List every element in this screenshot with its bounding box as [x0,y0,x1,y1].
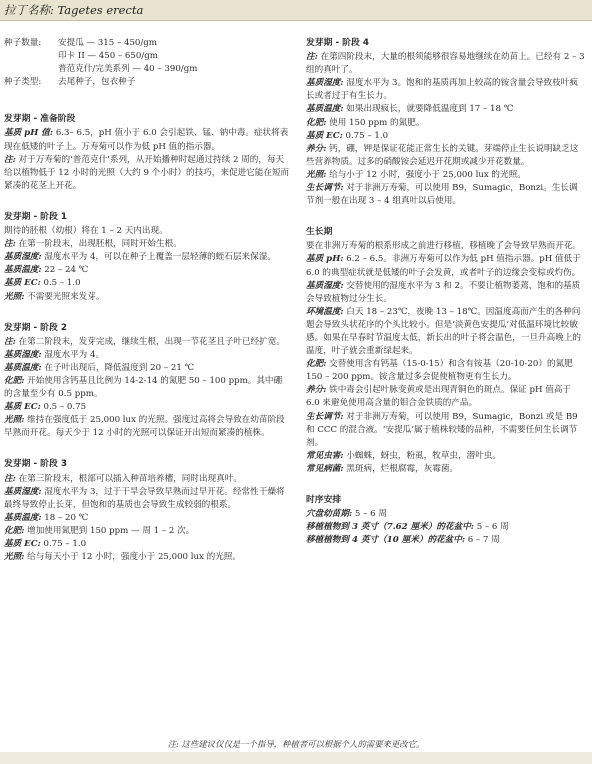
section-paragraph [306,306,586,358]
section-paragraph [306,534,586,547]
field-label: 基质 EC: [306,130,343,141]
field-label: 养分: [306,143,327,154]
field-text: 0.5 – 1.0 [43,278,81,289]
field-label: 移植植物到 3 英寸（7.62 厘米）的花盆中: [306,522,474,533]
section-paragraph [306,358,586,384]
field-text: 湿度水平为 4，可以在种子上覆盖一层轻薄的蛭石层来保湿。 [44,252,276,263]
section-paragraph [4,512,290,525]
field-text: 不需要光照来发芽。 [27,291,105,302]
field-label: 基质 pH 值: [4,128,54,139]
field-text: 5 – 6 周 [476,522,509,533]
field-label: 基质 EC: [4,539,41,549]
section-title: 时序安排 [306,495,342,505]
field-label: 基质湿度: [306,78,344,89]
section-paragraph [4,473,290,486]
footer-note: 注: 这些建议仅仅是一个指导，种植者可以根据个人的需要来更改它。 [167,739,425,749]
field-text: 18 – 20 ℃ [44,512,89,523]
field-text: 在第二阶段末，发芽完成，继续生根，出现一节花茎且子叶已经扩宽。 [18,336,285,347]
field-label: 光照: [4,291,25,302]
field-label: 化肥: [4,375,25,386]
field-text: 在第四阶段末，大量的根须能够很容易地继续在幼苗上。已经有 2 – 3 组的真叶了。 [306,52,585,76]
section-paragraph [4,414,290,440]
seed-count-label: 种子数量: [4,38,42,48]
field-text: 小蜘蛛，蚜虫，粉虱，牧草虫，潜叶虫。 [346,450,501,461]
section-paragraph [306,463,586,476]
section-paragraph [306,51,586,77]
section-paragraph [306,130,586,143]
field-text: 铁中毒会引起叶脉变黄或是出现青铜色的斑点。保证 pH 值高于 6.0 来避免使用高含量的钼合金铁质的产品。 [306,385,572,409]
section-paragraph [306,521,586,534]
section-title: 发芽期 - 阶段 4 [306,38,369,48]
section-paragraph [4,251,290,264]
section-paragraph [306,117,586,130]
section-paragraph [4,349,290,362]
section-title: 发芽期 - 准备阶段 [4,114,76,125]
section-paragraph [4,551,290,564]
section-title: 发芽期 - 阶段 2 [4,322,67,333]
section-paragraph [306,169,586,182]
field-text: 钙，硼，钾是保证花能正常生长的关键。芽端停止生长说明缺乏这些营养物质。过多的硝酸铵会延迟开花期或减少开花数量。 [306,143,579,167]
field-text: 在第一阶段末，出现胚根，同时开始生根。 [18,239,182,250]
field-text: 白天 18 – 23℃，夜晚 13 – 18℃。因温度高而产生的各种问题会导致头状花序的个头比较小。但是‘淡黄色安提瓜’对低温环境比较敏感。如果在早春时节温度太低，新长出的叶子将会温色，一旦升高晚上的温度，叶子就会重新绿起来。 [306,306,582,357]
field-label: 基质 EC: [4,278,41,289]
field-text: 湿度水平为 4。 [44,349,105,360]
section [306,226,586,476]
field-text: 湿度水平为 3。饱和的基质再加上较高的铵含量会导致枝叶疯长或者过于有生长力。 [306,78,578,102]
field-text: 对于万寿菊的‘普范克什’系列，从开始播种时起通过持续 2 周的，每天给以植物低于 12 小时的光照（大约 9 个小时）的技巧，来促进它能在短而紧凑的花茎上开花。 [4,154,290,191]
section-paragraph [4,291,290,304]
field-label: 生长调节: [306,411,344,422]
field-text: 对于非洲万寿菊，可以使用 B9，Sumagic，Bonzi 或是 B9 和 CCC 的混合液。‘安提瓜’属于植株较矮的品种，不需要任何生长调节剂。 [306,411,578,448]
latin-name-header [0,0,592,21]
left-sections [4,113,290,564]
section-paragraph [4,277,290,290]
field-text: 5 – 6 周 [354,509,387,520]
field-text: 增加使用氮肥到 150 ppm — 周 1 – 2 次。 [27,525,195,536]
field-label: 基质温度: [306,104,344,115]
field-label: 基质温度: [4,512,42,523]
seed-count-value: 普范克什/完美系列 — 40 – 390/gm [58,64,198,75]
field-label: 基质湿度: [306,280,344,291]
field-text: 交替使用的湿度水平为 3 和 2。不要让植物萎蔫，饱和的基质会导致植物过分生长。 [306,280,581,304]
section-title: 生长期 [306,227,333,238]
field-label: 常见虫害: [306,450,344,461]
seed-count-value: 安提瓜 — 315 – 450/gm [58,38,157,48]
field-label: 化肥: [4,525,25,536]
seed-info [4,37,290,89]
section [4,211,290,304]
field-label: 基质 pH: [306,254,344,265]
section-paragraph [306,411,586,450]
right-sections [306,37,586,547]
section-paragraph [4,362,290,375]
field-text: 对于非洲万寿菊，可以使用 B9，Sumagic，Bonzi。生长调节剂一般在出现 3 – 4 组真叶以后使用。 [306,183,578,207]
field-label: 光照: [4,415,25,426]
section-paragraph [306,508,586,521]
field-text: 0.5 – 0.75 [43,402,87,413]
left-column [4,37,290,564]
section-paragraph [4,225,290,238]
field-label: 基质温度: [4,362,42,373]
section-paragraph [306,103,586,116]
field-label: 常见病菌: [306,463,344,474]
field-text: 6.2 – 6.5。非洲万寿菊可以作为低 pH 值指示器。pH 值低于 6.0 的典型症状就是低矮的叶子会发黄，或者叶子的边缘会变棕或灼伤。 [306,254,581,278]
field-text: 给与每天小于 12 小时，强度小于 25,000 lux 的光照。 [27,552,241,563]
latin-name-title: 拉丁名称: Tagetes erecta [4,3,144,17]
field-label: 基质湿度: [4,486,42,497]
field-label: 化肥: [306,117,327,128]
section-paragraph [4,375,290,401]
field-text: 给与小于 12 小时，强度小于 25,000 lux 的光照。 [329,169,526,180]
section-paragraph [306,253,586,279]
field-label: 穴盘幼苗期: [306,509,353,520]
field-label: 生长调节: [306,183,344,194]
section-paragraph [4,127,290,153]
field-label: 养分: [306,385,327,396]
field-label: 基质温度: [4,265,42,276]
section-paragraph [306,450,586,463]
field-label: 注: [4,239,16,250]
field-text: 维持在强度低于 25,000 lux 的光照。强度过高将会导致在幼苗阶段早熟而开花。每天少于 12 小时的光照可以保证开出短而紧凑的植株。 [4,415,285,439]
field-text: 黑斑病，烂根腐霉，灰霉菌。 [346,463,459,474]
field-label: 注: [4,154,16,165]
section-paragraph [306,280,586,306]
field-label: 化肥: [306,359,327,370]
field-label: 注: [306,52,318,63]
right-column [306,37,586,547]
section [4,322,290,441]
field-label: 环境温度: [306,306,344,317]
section [4,458,290,564]
field-label: 注: [4,336,16,347]
field-text: 6 – 7 周 [467,535,500,546]
bottom-bar [0,752,592,764]
field-label: 基质 EC: [4,402,41,413]
field-text: 在第三阶段末，根部可以插入种苗培养槽，同时出现真叶。 [18,473,242,484]
section-paragraph [4,401,290,414]
section-paragraph [306,384,586,410]
field-text: 如果出现疯长，就要降低温度到 17 – 18 ℃ [346,104,514,115]
section-title: 发芽期 - 阶段 1 [4,211,67,222]
seed-type-label: 种子类型: [4,77,42,88]
seed-count-value: 印卡 II — 450 – 650/gm [58,51,158,62]
field-text: 在子叶出现后，降低温度到 20 – 21 ℃ [44,362,195,373]
section-title: 发芽期 - 阶段 3 [4,459,67,470]
field-text: 0.75 – 1.0 [43,539,87,549]
field-text: 使用 150 ppm 的氮肥。 [329,117,425,128]
field-text: 交替使用含有钙基（15-0-15）和含有铵基（20-10-20）的氮肥 150 – 200 ppm。铵含量过多会促使植物更有生长力。 [306,359,573,383]
section-paragraph [306,143,586,169]
section-paragraph [4,154,290,193]
field-label: 光照: [4,552,25,563]
section-paragraph [306,182,586,208]
field-text: 开始使用含钙基且比例为 14-2-14 的氮肥 50 – 100 ppm。其中硼的含量至少有 0.5 ppm。 [4,375,283,400]
seed-type-value: 去尾种子，包衣种子 [58,77,136,88]
field-label: 基质湿度: [4,252,42,263]
section-paragraph [4,538,290,551]
field-label: 移植植物到 4 英寸（10 厘米）的花盆中: [306,535,465,546]
field-label: 基质湿度: [4,349,42,360]
field-text: 湿度水平为 3，过于干旱会导致早熟而过早开花。经常性干燥将最终导致停止长芽，但饱和的基质也会导致生成较弱的根系。 [4,486,285,510]
section [4,113,290,193]
field-text: 要在非洲万寿菊的根系形成之前进行移植，移植晚了会导致早熟而开花。 [306,241,582,252]
section-paragraph [4,238,290,251]
section-paragraph [4,264,290,277]
section-paragraph [4,336,290,349]
field-label: 光照: [306,169,327,180]
field-text: 期待的胚根（幼根）将在 1 – 2 天内出现。 [4,226,168,237]
section-paragraph [4,525,290,538]
field-text: 0.75 – 1.0 [345,130,389,141]
section-paragraph [306,77,586,103]
section [306,494,586,547]
field-text: 22 – 24 ℃ [44,265,89,276]
section [306,37,586,208]
section-paragraph [306,240,586,253]
section-paragraph [4,486,290,512]
field-label: 注: [4,473,16,484]
field-text: 6.3– 6.5，pH 值小于 6.0 会引起铁、锰、钠中毒。症状将表现在低矮的叶子上。万寿菊可以作为低 pH 值的指示器。 [4,128,289,152]
